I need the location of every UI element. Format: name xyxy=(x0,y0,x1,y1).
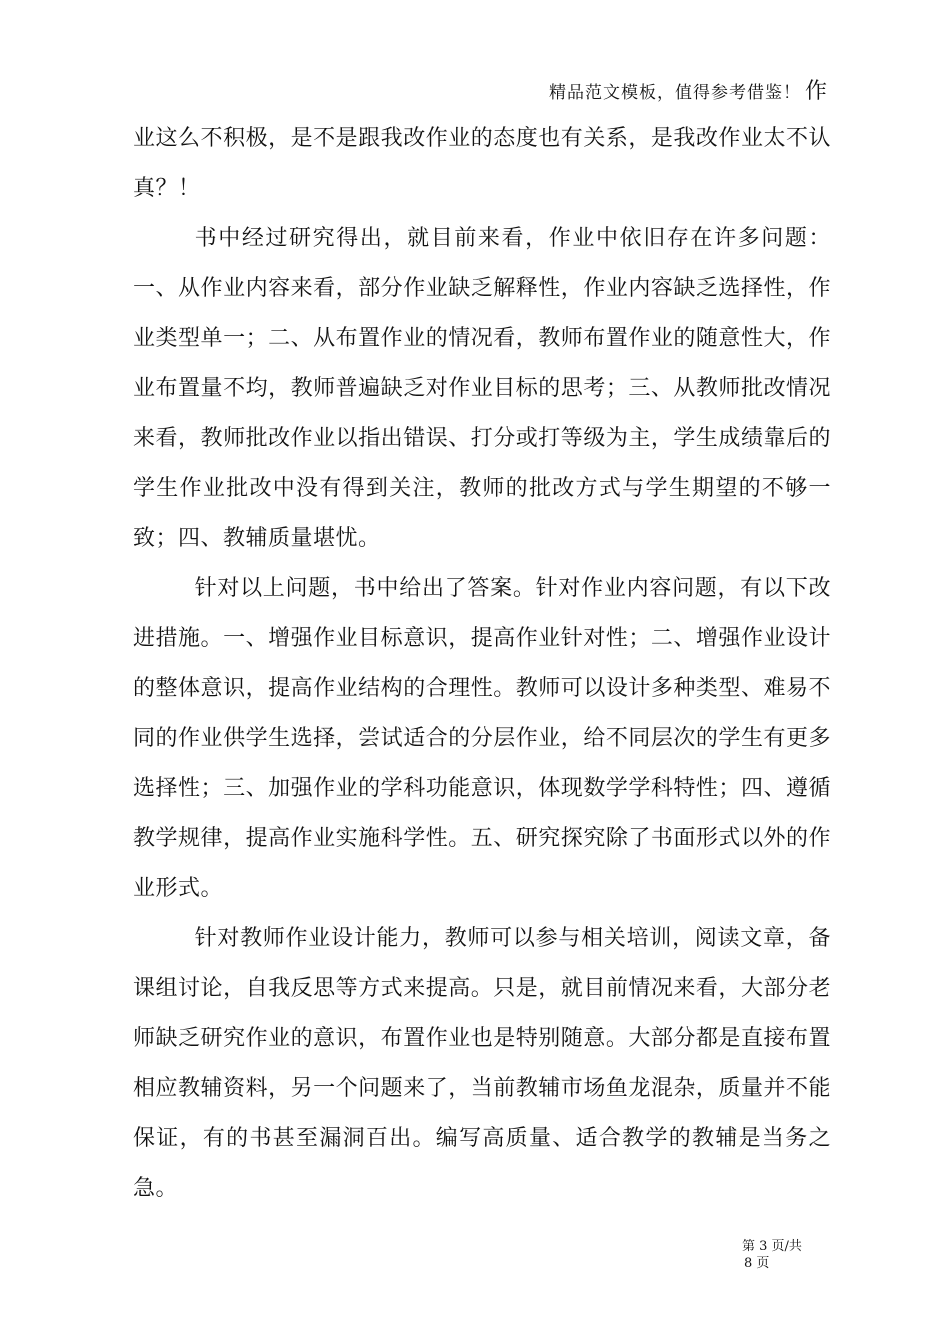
paragraph-3: 针对以上问题，书中给出了答案。针对作业内容问题，有以下改进措施。一、增强作业目标意识，提高作业针对性；二、增强作业设计的整体意识，提高作业结构的合理性。教师可以设计多种类型、难易不同的作业供学生选择，尝试适合的分层作业，给不同层次的学生有更多选择性；三、加强作业的学科功能意识，体现数学学科特性；四、遵循教学规律，提高作业实施科学性。五、研究探究除了书面形式以外的作业形式。 xyxy=(133,576,831,901)
document-body xyxy=(133,114,831,1214)
page-number xyxy=(742,1238,812,1272)
paragraph-2: 书中经过研究得出，就目前来看，作业中依旧存在许多问题：一、从作业内容来看，部分作业缺乏解释性，作业内容缺乏选择性，作业类型单一；二、从布置作业的情况看，教师布置作业的随意性大，作业布置量不均，教师普遍缺乏对作业目标的思考；三、从教师批改情况来看，教师批改作业以指出错误、打分或打等级为主，学生成绩靠后的学生作业批改中没有得到关注，教师的批改方式与学生期望的不够一致；四、教辅质量堪忧。 xyxy=(133,226,831,551)
page-header xyxy=(549,74,828,105)
header-trailing-char: 作 xyxy=(804,79,828,104)
paragraph-4: 针对教师作业设计能力，教师可以参与相关培训，阅读文章，备课组讨论，自我反思等方式来提高。只是，就目前情况来看，大部分老师缺乏研究作业的意识，布置作业也是特别随意。大部分都是直接布置相应教辅资料，另一个问题来了，当前教辅市场鱼龙混杂，质量并不能保证，有的书甚至漏洞百出。编写高质量、适合教学的教辅是当务之急。 xyxy=(133,926,831,1201)
paragraph-1: 业这么不积极，是不是跟我改作业的态度也有关系，是我改作业太不认真？！ xyxy=(133,126,831,201)
header-text: 精品范文模板，值得参考借鉴！ xyxy=(548,83,801,103)
page-number-line1: 第 3 页/共 xyxy=(742,1239,802,1254)
page-number-line2: 8 页 xyxy=(744,1256,770,1271)
